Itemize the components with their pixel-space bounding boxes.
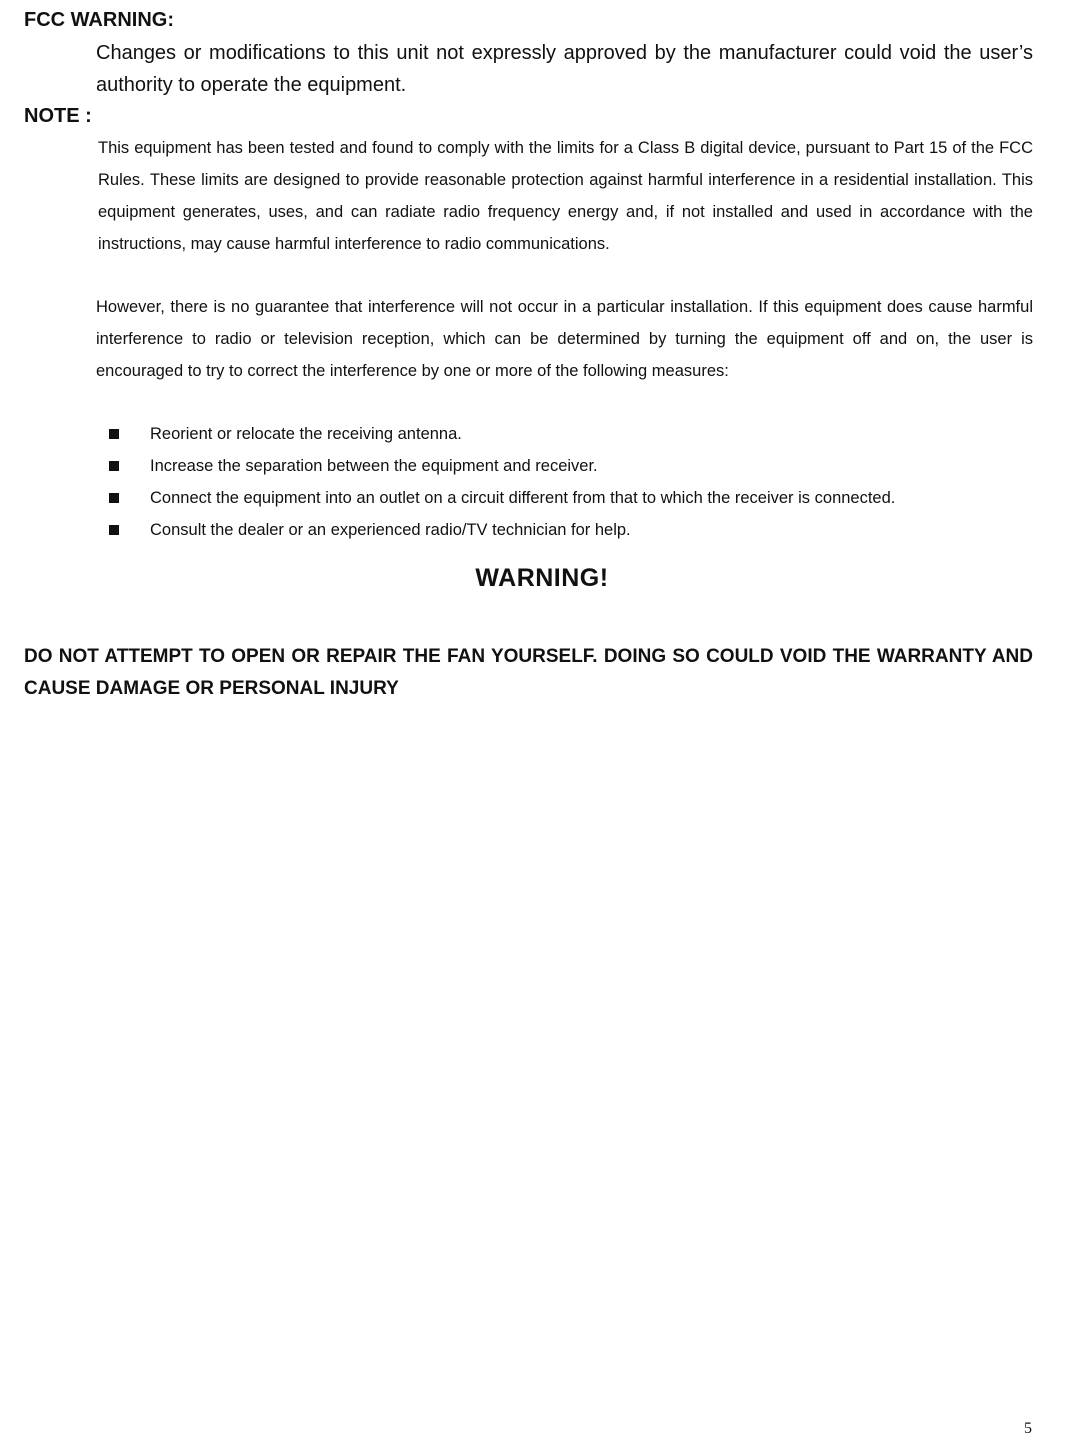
- measures-list: [0, 418, 1084, 546]
- note-paragraph-interference: However, there is no guarantee that interference will not occur in a particular installation. If this equipment does cause harmful interference to radio or television reception, which can be determined by turning the equipment off and on, the user is encouraged to try to correct the interference by one or more of the following measures:: [96, 298, 1033, 380]
- square-bullet-icon: [109, 493, 119, 503]
- measure-text: Connect the equipment into an outlet on a circuit different from that to which the receiver is connected.: [150, 489, 896, 507]
- note-paragraph-compliance: This equipment has been tested and found to comply with the limits for a Class B digital device, pursuant to Part 15 of the FCC Rules. These limits are designed to provide reasonable protection against harmful interference in a residential installation. This equipment generates, uses, and can radiate radio frequency energy and, if not installed and used in accordance with the instructions, may cause harmful interference to radio communications.: [98, 139, 1033, 253]
- fcc-warning-body: Changes or modifications to this unit not expressly approved by the manufacturer could void the user’s authority to operate the equipment.: [96, 42, 1033, 96]
- measure-text: Reorient or relocate the receiving antenna.: [150, 425, 462, 443]
- square-bullet-icon: [109, 429, 119, 439]
- list-item: [0, 418, 1084, 450]
- list-item: [0, 514, 1084, 546]
- list-item: [0, 450, 1084, 482]
- note-heading: NOTE :: [24, 105, 92, 127]
- warning-body: DO NOT ATTEMPT TO OPEN OR REPAIR THE FAN YOURSELF. DOING SO COULD VOID THE WARRANTY AND CAUSE DAMAGE OR PERSONAL INJURY: [24, 646, 1033, 699]
- list-item: [0, 482, 1084, 514]
- warning-title: WARNING!: [475, 564, 609, 592]
- square-bullet-icon: [109, 525, 119, 535]
- measure-text: Consult the dealer or an experienced radio/TV technician for help.: [150, 521, 631, 539]
- fcc-warning-heading: FCC WARNING:: [24, 9, 174, 31]
- measure-text: Increase the separation between the equipment and receiver.: [150, 457, 598, 475]
- page-number: 5: [1024, 1420, 1032, 1437]
- square-bullet-icon: [109, 461, 119, 471]
